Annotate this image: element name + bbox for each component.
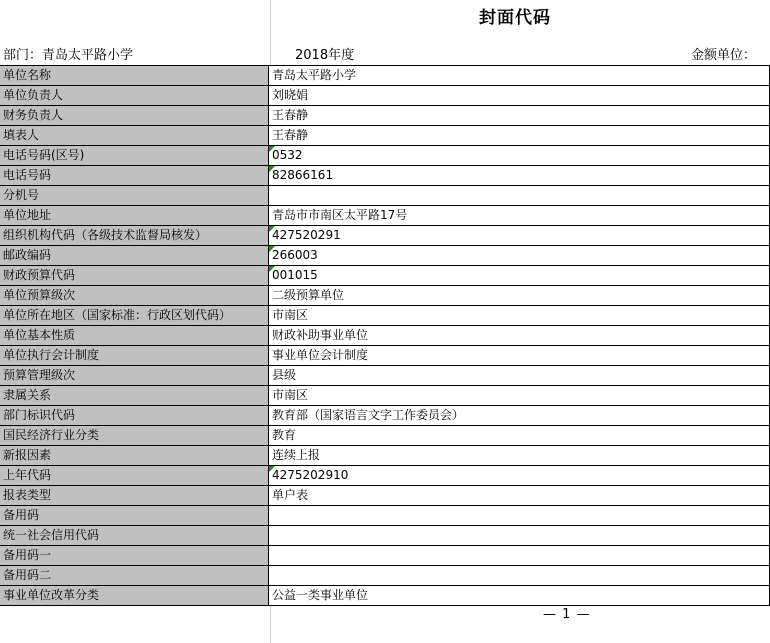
field-value-cell[interactable]: 县级 [269, 366, 770, 385]
table-row [0, 166, 770, 186]
field-value-cell[interactable]: 0532 [269, 146, 770, 165]
cover-code-table [0, 65, 770, 606]
table-row [0, 206, 770, 226]
year-label: 2018年度 [295, 48, 355, 63]
field-label: 预算管理级次 [0, 366, 269, 385]
field-value-cell[interactable] [269, 546, 770, 565]
field-label: 单位地址 [0, 206, 269, 225]
field-value-cell[interactable]: 市南区 [269, 306, 770, 325]
field-value-cell[interactable]: 教育 [269, 426, 770, 445]
table-row [0, 566, 770, 586]
column-divider-top [270, 0, 271, 65]
field-value-cell[interactable]: 二级预算单位 [269, 286, 770, 305]
table-row [0, 386, 770, 406]
table-row [0, 86, 770, 106]
field-label: 单位预算级次 [0, 286, 269, 305]
table-row [0, 186, 770, 206]
table-row [0, 366, 770, 386]
field-value-cell[interactable]: 事业单位会计制度 [269, 346, 770, 365]
table-row [0, 426, 770, 446]
field-label: 国民经济行业分类 [0, 426, 269, 445]
field-value-cell[interactable]: 市南区 [269, 386, 770, 405]
field-value-cell[interactable]: 单户表 [269, 486, 770, 505]
field-value-cell[interactable] [269, 566, 770, 585]
field-label: 组织机构代码（各级技术监督局核发） [0, 226, 269, 245]
field-value-cell[interactable]: 青岛市市南区太平路17号 [269, 206, 770, 225]
table-row [0, 466, 770, 486]
field-label: 单位基本性质 [0, 326, 269, 345]
field-value-cell[interactable]: 王春静 [269, 106, 770, 125]
field-label: 隶属关系 [0, 386, 269, 405]
table-row [0, 246, 770, 266]
field-value-cell[interactable]: 4275202910 [269, 466, 770, 485]
column-divider-bottom [270, 605, 271, 643]
field-label: 财务负责人 [0, 106, 269, 125]
field-label: 上年代码 [0, 466, 269, 485]
field-label: 备用码二 [0, 566, 269, 585]
table-row [0, 106, 770, 126]
field-value-cell[interactable]: 427520291 [269, 226, 770, 245]
table-row [0, 266, 770, 286]
table-row [0, 326, 770, 346]
table-row [0, 306, 770, 326]
field-value-cell[interactable]: 教育部（国家语言文字工作委员会） [269, 406, 770, 425]
field-label: 电话号码 [0, 166, 269, 185]
field-label: 财政预算代码 [0, 266, 269, 285]
field-label: 单位执行会计制度 [0, 346, 269, 365]
table-row [0, 126, 770, 146]
field-value-cell[interactable]: 青岛太平路小学 [269, 66, 770, 85]
table-row [0, 506, 770, 526]
field-label: 备用码一 [0, 546, 269, 565]
department-label: 部门：青岛太平路小学 [3, 48, 134, 63]
table-row [0, 406, 770, 426]
field-label: 分机号 [0, 186, 269, 205]
page-number: — 1 — [543, 607, 591, 622]
field-value-cell[interactable] [269, 526, 770, 545]
field-value-cell[interactable]: 刘晓娟 [269, 86, 770, 105]
field-label: 单位名称 [0, 66, 269, 85]
table-row [0, 526, 770, 546]
field-label: 电话号码(区号) [0, 146, 269, 165]
field-label: 备用码 [0, 506, 269, 525]
table-row [0, 286, 770, 306]
field-label: 单位所在地区（国家标准：行政区划代码） [0, 306, 269, 325]
field-value-cell[interactable]: 财政补助事业单位 [269, 326, 770, 345]
field-value-cell[interactable]: 266003 [269, 246, 770, 265]
field-label: 部门标识代码 [0, 406, 269, 425]
table-row [0, 546, 770, 566]
table-row [0, 346, 770, 366]
table-row [0, 146, 770, 166]
field-value-cell[interactable]: 连续上报 [269, 446, 770, 465]
table-row [0, 66, 770, 86]
field-label: 报表类型 [0, 486, 269, 505]
field-label: 事业单位改革分类 [0, 586, 269, 605]
field-value-cell[interactable]: 公益一类事业单位 [269, 586, 770, 605]
table-row [0, 486, 770, 506]
field-value-cell[interactable]: 001015 [269, 266, 770, 285]
table-row [0, 446, 770, 466]
field-label: 单位负责人 [0, 86, 269, 105]
amount-unit-label: 金额单位： [690, 48, 756, 63]
table-row [0, 226, 770, 246]
field-value-cell[interactable]: 82866161 [269, 166, 770, 185]
field-value-cell[interactable] [269, 186, 770, 205]
field-label: 填表人 [0, 126, 269, 145]
page-title: 封面代码 [479, 8, 551, 28]
field-value-cell[interactable] [269, 506, 770, 525]
table-row [0, 586, 770, 606]
field-value-cell[interactable]: 王春静 [269, 126, 770, 145]
field-label: 新报因素 [0, 446, 269, 465]
field-label: 邮政编码 [0, 246, 269, 265]
field-label: 统一社会信用代码 [0, 526, 269, 545]
